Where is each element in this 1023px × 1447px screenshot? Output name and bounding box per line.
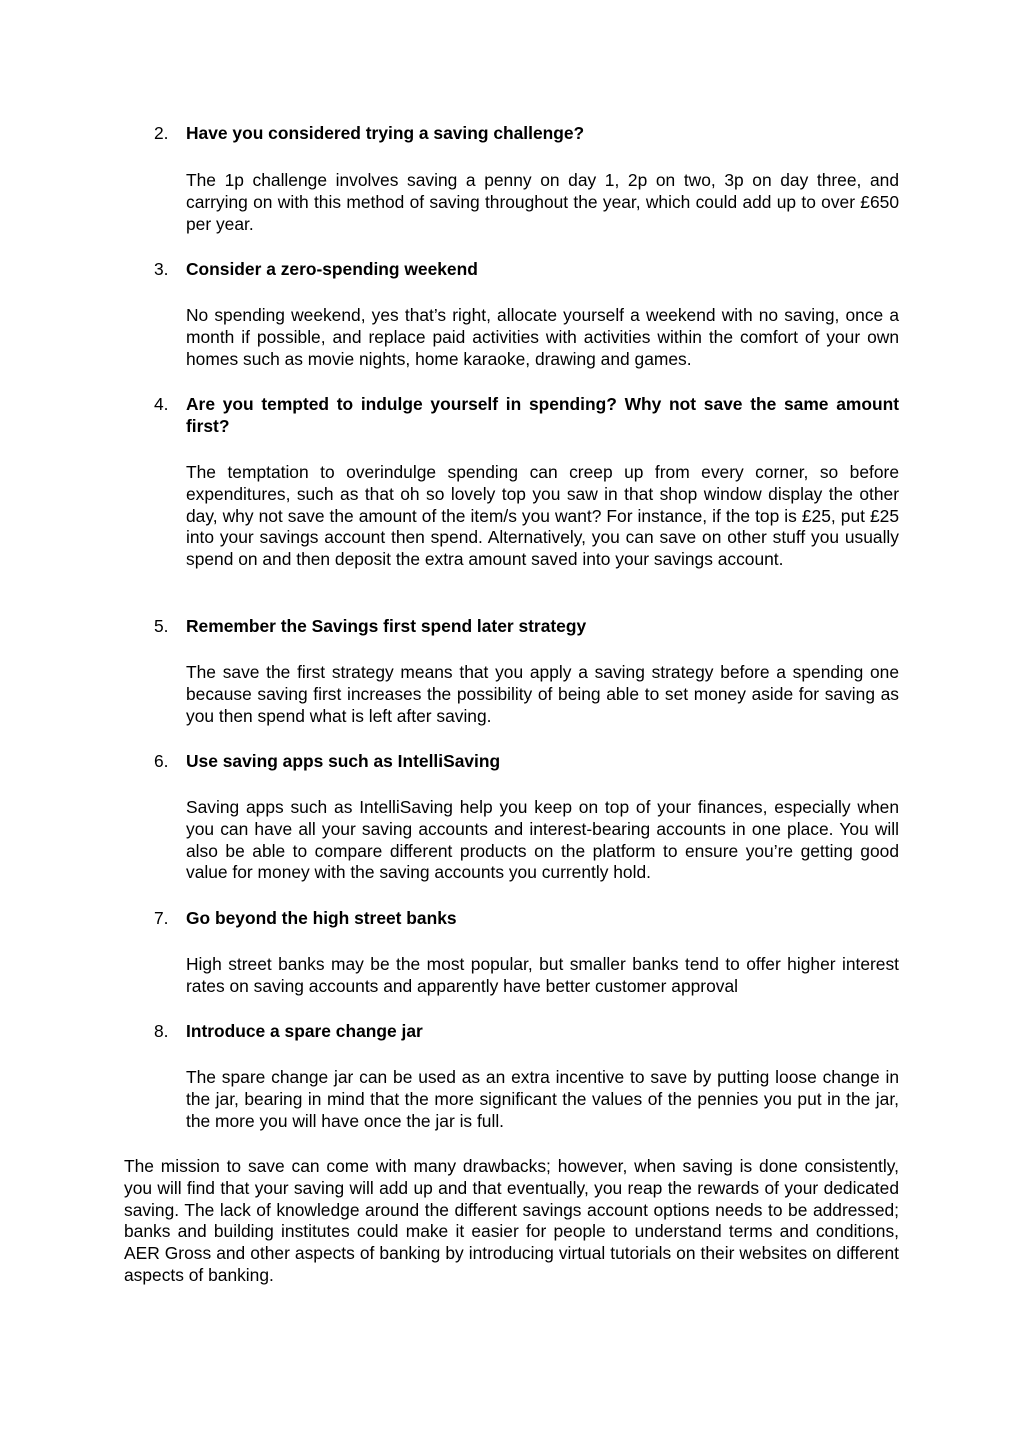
- list-item-heading: Go beyond the high street banks: [186, 908, 457, 928]
- list-item-heading: Consider a zero-spending weekend: [186, 259, 478, 279]
- list-item-body: The temptation to overindulge spending can creep up from every corner, so before expenditures, such as that oh so lovely top you saw in that shop window display the other day, why not save the amount of the item/s you want? For instance, if the top is £25, put £25 into your savings account then spend. Alternatively, you can save on other stuff you usually spend on and then deposit the extra amount saved into your savings account.: [186, 462, 899, 570]
- list-item-heading: Have you considered trying a saving challenge?: [186, 123, 585, 143]
- list-item-number: 6.: [154, 751, 169, 771]
- list-item-body: No spending weekend, yes that’s right, allocate yourself a weekend with no saving, once a month if possible, and replace paid activities with activities within the comfort of your own homes such as movie nights, home karaoke, drawing and games.: [186, 305, 899, 369]
- list-item-body: High street banks may be the most popular, but smaller banks tend to offer higher interest rates on saving accounts and apparently have better customer approval: [186, 954, 899, 996]
- list-item-body: The spare change jar can be used as an extra incentive to save by putting loose change in the jar, bearing in mind that the more significant the values of the pennies you put in the jar, the more you will have once the jar is full.: [186, 1067, 899, 1131]
- closing-paragraph: The mission to save can come with many drawbacks; however, when saving is done consistently, you will find that your saving will add up and that eventually, you reap the rewards of your dedicated saving. The lack of knowledge around the different savings account options needs to be addressed; banks and building institutes could make it easier for people to understand terms and conditions, AER Gross and other aspects of banking by introducing virtual tutorials on their websites on different aspects of banking.: [124, 1156, 899, 1285]
- list-item-heading: Use saving apps such as IntelliSaving: [186, 751, 501, 771]
- list-item-body: Saving apps such as IntelliSaving help you keep on top of your finances, especially when you can have all your saving accounts and interest-bearing accounts in one place. You will also be able to compare different products on the platform to ensure you’re getting good value for money with the saving accounts you currently hold.: [186, 797, 899, 883]
- list-item-number: 7.: [154, 908, 169, 928]
- list-item-heading: Are you tempted to indulge yourself in spending? Why not save the same amount first?: [186, 394, 899, 436]
- list-item-number: 8.: [154, 1021, 169, 1041]
- list-item-number: 2.: [154, 123, 169, 143]
- list-item-heading: Introduce a spare change jar: [186, 1021, 423, 1041]
- list-item-heading: Remember the Savings first spend later strategy: [186, 616, 587, 636]
- list-item-body: The 1p challenge involves saving a penny on day 1, 2p on two, 3p on day three, and carrying on with this method of saving throughout the year, which could add up to over £650 per year.: [186, 170, 899, 234]
- list-item-number: 3.: [154, 259, 169, 279]
- list-item-body: The save the first strategy means that you apply a saving strategy before a spending one because saving first increases the possibility of being able to set money aside for saving as you then spend what is left after saving.: [186, 662, 899, 726]
- list-item-number: 5.: [154, 616, 169, 636]
- list-item-number: 4.: [154, 394, 169, 414]
